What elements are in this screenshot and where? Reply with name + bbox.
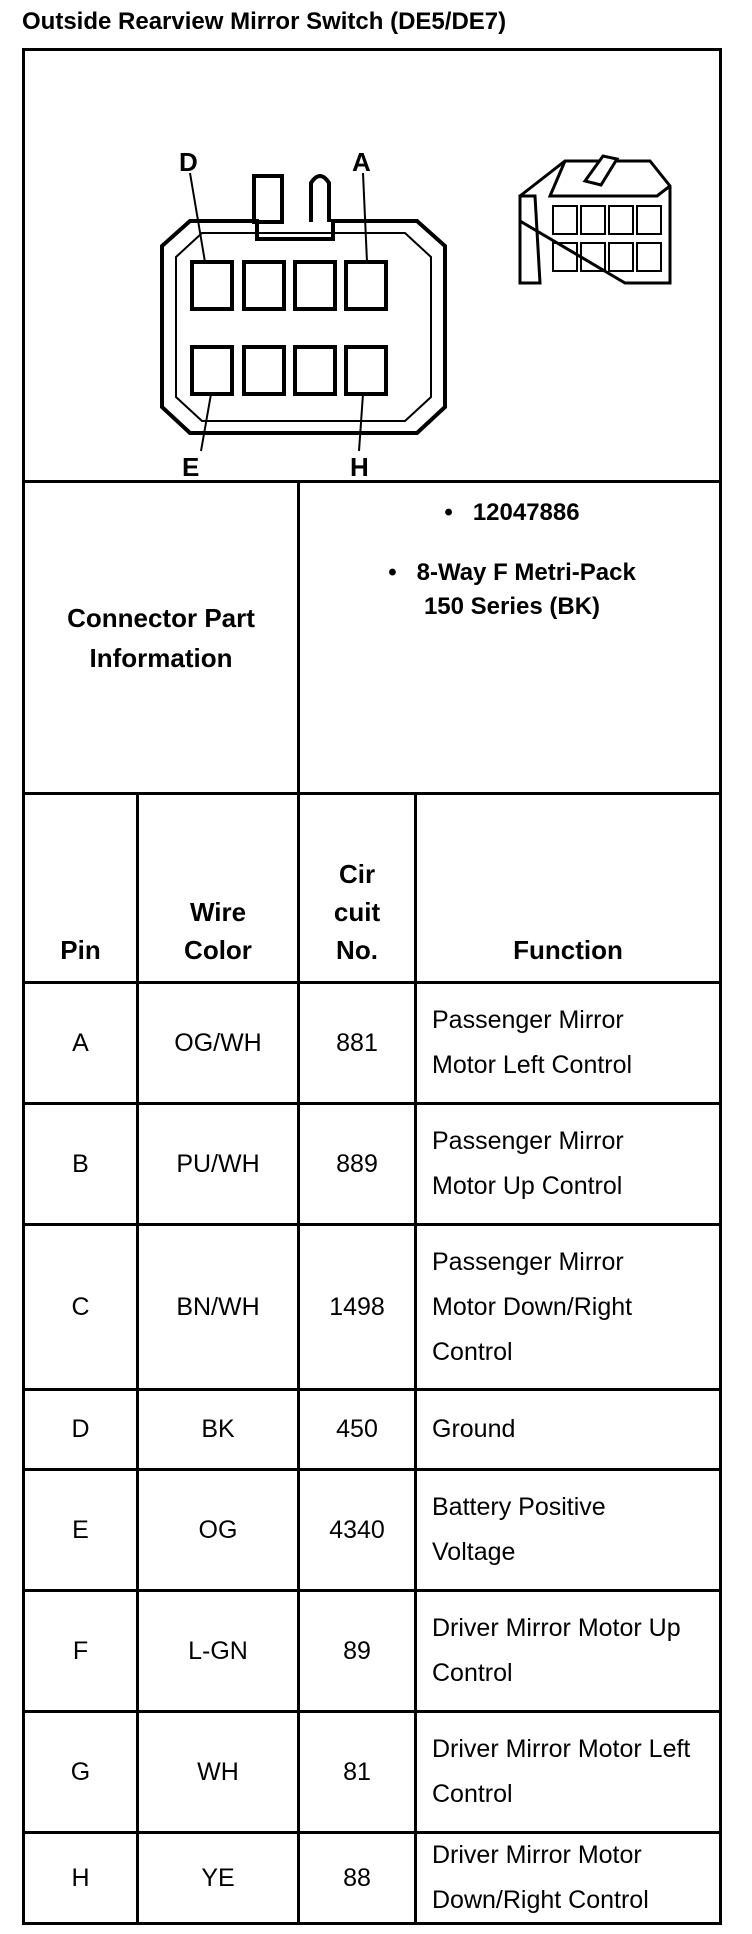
row-b-wire xyxy=(136,1102,300,1226)
row-f-wire xyxy=(136,1589,300,1713)
bullet: • xyxy=(444,499,473,526)
wire-color-value: PU/WH xyxy=(176,1149,260,1178)
pin-value: G xyxy=(70,1757,91,1786)
circuit-value: 81 xyxy=(343,1757,371,1786)
pin-value: C xyxy=(71,1292,90,1321)
pin-value: E xyxy=(72,1515,89,1544)
row-g-wire xyxy=(136,1710,300,1834)
circuit-value: 4340 xyxy=(329,1515,385,1544)
circuit-value: 881 xyxy=(336,1028,378,1057)
function-value: Ground xyxy=(432,1415,516,1443)
pin-value: A xyxy=(72,1028,89,1057)
row-g-circuit xyxy=(297,1710,417,1834)
description-line1: 8-Way F Metri-Pack xyxy=(416,559,636,586)
header-pin-text: Pin xyxy=(60,935,101,965)
function-value: Driver Mirror Motor Left Control xyxy=(432,1735,691,1808)
circuit-value: 1498 xyxy=(329,1292,385,1321)
bullet: • xyxy=(388,559,417,586)
row-e-wire xyxy=(136,1468,300,1592)
connector-diagram-panel xyxy=(22,48,722,483)
function-value: Battery Positive Voltage xyxy=(432,1493,606,1566)
description-line2: 150 Series (BK) xyxy=(423,593,601,620)
wire-color-value: OG/WH xyxy=(174,1028,262,1057)
pin-value: H xyxy=(71,1863,90,1892)
row-a-wire xyxy=(136,981,300,1105)
header-function xyxy=(414,792,722,984)
row-g-pin xyxy=(22,1710,139,1834)
connector-info-label: Connector Part Information xyxy=(67,602,255,673)
function-value: Passenger Mirror Motor Down/Right Control xyxy=(432,1247,633,1366)
row-f-pin xyxy=(22,1589,139,1713)
row-d-function xyxy=(414,1388,722,1471)
row-b-circuit xyxy=(297,1102,417,1226)
circuit-value: 889 xyxy=(336,1149,378,1178)
function-value: Driver Mirror Motor Up Control xyxy=(432,1614,681,1687)
header-circuit-no xyxy=(297,792,417,984)
circuit-value: 88 xyxy=(343,1863,371,1892)
circuit-value: 450 xyxy=(336,1415,378,1443)
row-d-wire xyxy=(136,1388,300,1471)
wire-color-value: BK xyxy=(201,1415,235,1443)
pin-label-a: A xyxy=(352,147,371,177)
connector-info-values-cell xyxy=(297,480,722,795)
pin-value: F xyxy=(72,1636,89,1665)
connector-3d-view xyxy=(520,156,670,283)
pin-value: B xyxy=(72,1149,89,1178)
wire-color-value: YE xyxy=(201,1863,235,1892)
row-h-wire xyxy=(136,1831,300,1925)
wire-color-value: BN/WH xyxy=(176,1292,260,1321)
row-b-pin xyxy=(22,1102,139,1226)
pin-label-e: E xyxy=(182,452,200,480)
row-a-circuit xyxy=(297,981,417,1105)
row-h-pin xyxy=(22,1831,139,1925)
part-number: 12047886 xyxy=(472,499,580,526)
pin-value: D xyxy=(71,1415,90,1443)
header-circuit-text: Cir cuit No. xyxy=(333,859,381,965)
row-f-function xyxy=(414,1589,722,1713)
row-b-function xyxy=(414,1102,722,1226)
row-e-function xyxy=(414,1468,722,1592)
header-wire-color xyxy=(136,792,300,984)
function-value: Driver Mirror Motor Down/Right Control xyxy=(432,1841,649,1914)
row-g-function xyxy=(414,1710,722,1834)
row-h-function xyxy=(414,1831,722,1925)
header-wire-color-text: Wire Color xyxy=(184,897,252,965)
function-value: Passenger Mirror Motor Up Control xyxy=(432,1127,624,1200)
row-c-wire xyxy=(136,1223,300,1391)
row-d-circuit xyxy=(297,1388,417,1471)
circuit-value: 89 xyxy=(343,1636,371,1665)
row-a-pin xyxy=(22,981,139,1105)
header-function-text: Function xyxy=(513,935,623,965)
row-d-pin xyxy=(22,1388,139,1471)
connector-info-label-cell xyxy=(22,480,300,795)
part-number-item xyxy=(317,498,707,528)
wire-color-value: L-GN xyxy=(188,1636,248,1665)
row-c-circuit xyxy=(297,1223,417,1391)
row-c-function xyxy=(414,1223,722,1391)
header-pin xyxy=(22,792,139,984)
connector-diagram xyxy=(25,51,719,480)
page-title: Outside Rearview Mirror Switch (DE5/DE7) xyxy=(22,8,507,35)
connector-info-list xyxy=(317,498,707,622)
row-c-pin xyxy=(22,1223,139,1391)
description-item xyxy=(317,558,707,588)
row-e-circuit xyxy=(297,1468,417,1592)
pin-label-h: H xyxy=(350,452,369,480)
row-f-circuit xyxy=(297,1589,417,1713)
wire-color-value: OG xyxy=(198,1515,238,1544)
function-value: Passenger Mirror Motor Left Control xyxy=(432,1006,633,1079)
row-h-circuit xyxy=(297,1831,417,1925)
wire-color-value: WH xyxy=(197,1757,239,1786)
row-a-function xyxy=(414,981,722,1105)
pin-label-d: D xyxy=(179,147,198,177)
row-e-pin xyxy=(22,1468,139,1592)
connector-face-view xyxy=(162,173,445,451)
